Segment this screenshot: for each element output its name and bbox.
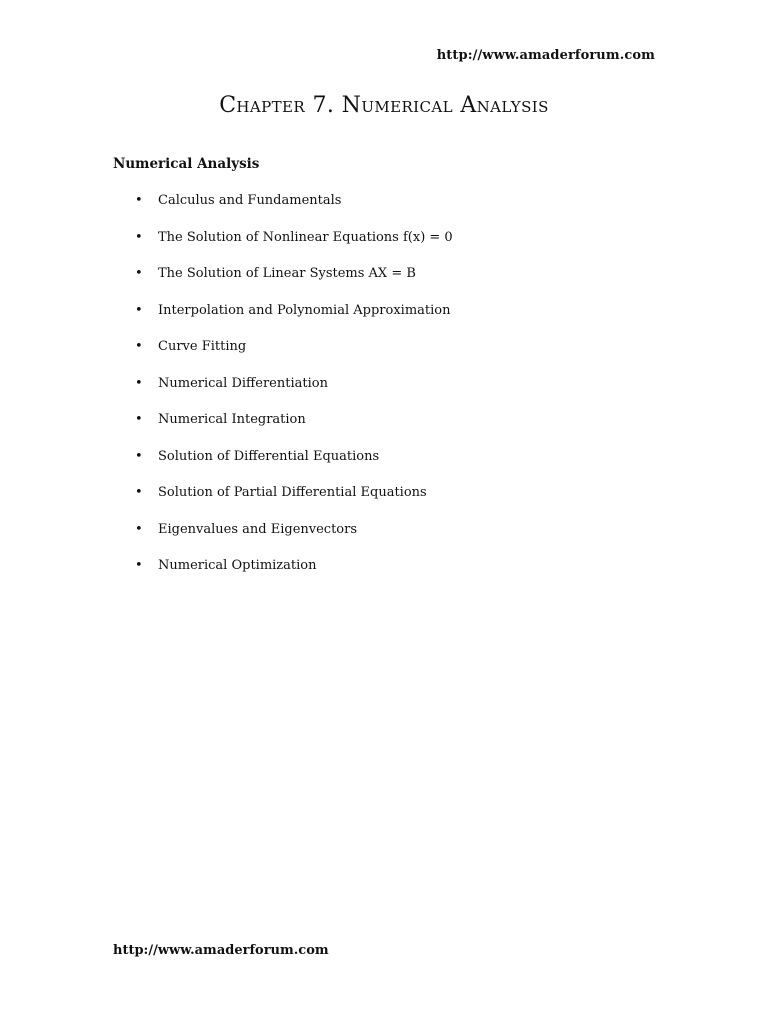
bullet-icon: • [135,229,143,245]
bullet-icon: • [135,193,143,208]
bullet-icon: • [135,485,143,500]
header-link[interactable]: http://www.amaderforum.com [436,48,655,63]
topic-label: The Solution of Nonlinear Equations f(x) = 0 [158,229,453,245]
bullet-icon: • [135,448,143,464]
topic-list-item [113,228,453,265]
topic-label: Eigenvalues and Eigenvectors [158,521,358,537]
topic-label: Numerical Optimization [158,558,317,573]
topic-label: Numerical Integration [158,412,306,427]
bullet-icon: • [135,521,143,537]
bullet-icon: • [135,302,143,318]
topic-list-item [113,520,453,557]
topic-list-item [113,374,453,411]
chapter-title: Chapter 7. Numerical Analysis [219,93,549,118]
topic-list-item [113,447,453,484]
topic-list-item [113,191,453,228]
topic-label: Curve Fitting [158,339,247,354]
bullet-icon: • [135,558,143,573]
topic-list-item [113,301,453,338]
bullet-icon: • [135,339,143,354]
topic-label: Solution of Differential Equations [158,448,380,464]
topic-list-item [113,483,453,520]
section-heading: Numerical Analysis [113,156,260,172]
topic-label: Numerical Differentiation [158,375,328,391]
footer-link[interactable]: http://www.amaderforum.com [113,943,329,958]
bullet-icon: • [135,375,143,391]
bullet-icon: • [135,266,143,281]
topic-label: The Solution of Linear Systems AX = B [158,266,416,281]
topic-label: Solution of Partial Differential Equations [158,485,427,500]
topic-list [113,191,453,593]
topic-list-item [113,410,453,447]
topic-list-item [113,337,453,374]
topic-label: Calculus and Fundamentals [158,193,342,208]
topic-list-item [113,556,453,593]
bullet-icon: • [135,412,143,427]
topic-list-item [113,264,453,301]
topic-label: Interpolation and Polynomial Approximation [158,302,451,318]
